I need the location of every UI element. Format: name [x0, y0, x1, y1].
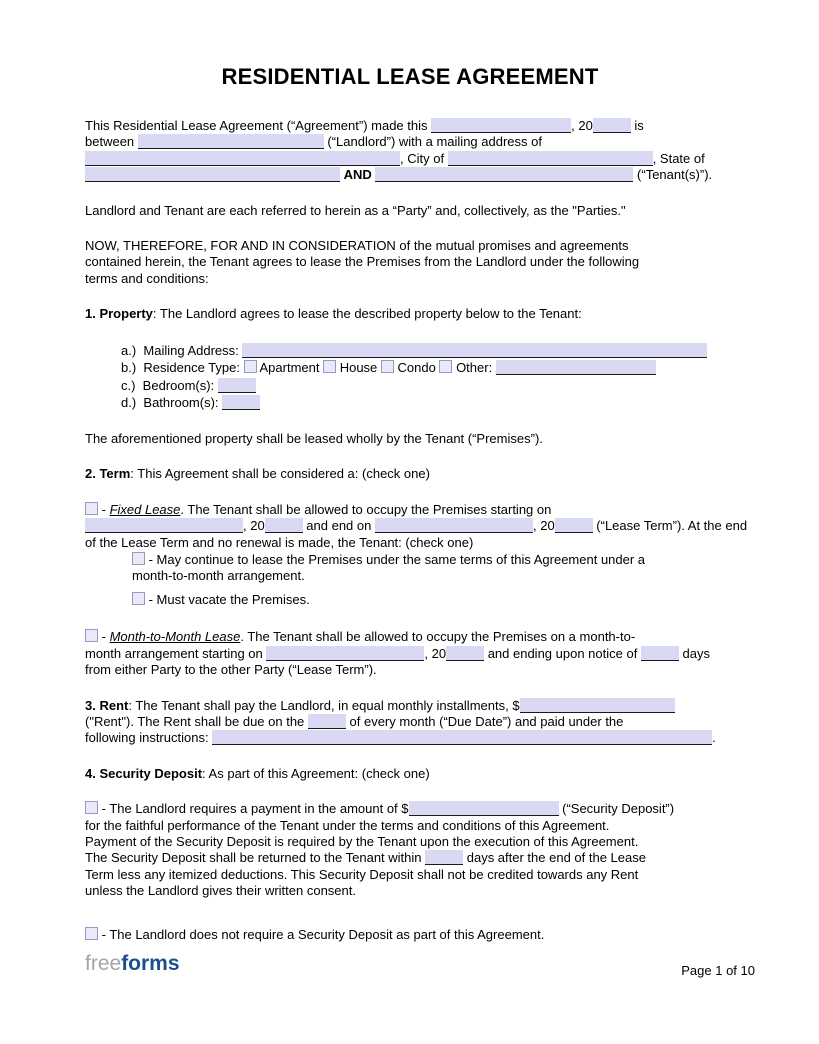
text-run: from either Party to the other Party (“Lease Term”). [85, 662, 377, 678]
text-run: Term less any itemized deductions. This Security Deposit shall not be credited towards any Rent [85, 866, 639, 882]
text-line [85, 518, 748, 534]
agreement-year-field[interactable] [593, 118, 631, 133]
bedrooms-field[interactable] [218, 378, 256, 393]
month-to-month-checkbox[interactable] [85, 629, 98, 642]
text-run: of the Lease Term and no renewal is made, the Tenant: (check one) [85, 534, 474, 550]
landlord-city-field[interactable] [448, 151, 653, 166]
section-heading-security-deposit [85, 766, 735, 782]
document-content [85, 64, 748, 962]
deposit-required-checkbox[interactable] [85, 801, 98, 814]
lease-start-year-field[interactable] [265, 518, 303, 533]
rent-amount-field[interactable] [520, 698, 675, 713]
text-run: . The Tenant shall be allowed to occupy the Premises on a month-to- [240, 629, 636, 645]
freeforms-logo [85, 953, 180, 975]
text-run: 2. Term [85, 466, 131, 482]
fixed-lease-checkbox[interactable] [85, 502, 98, 515]
page-footer [85, 953, 755, 978]
logo-forms-text: forms [121, 952, 180, 975]
deposit-return-days-field[interactable] [425, 850, 463, 865]
text-run: : The Landlord agrees to lease the described property below to the Tenant: [152, 306, 582, 322]
text-run: The Security Deposit shall be returned to the Tenant within [85, 850, 426, 866]
text-line [85, 883, 735, 899]
text-line [85, 834, 735, 850]
text-line [85, 238, 735, 254]
text-run: d.) Bathroom(s): [121, 395, 223, 411]
text-line [85, 151, 735, 167]
text-line [121, 394, 735, 412]
text-line [85, 431, 735, 447]
text-run: and ending upon notice of [484, 645, 641, 661]
text-run: is [630, 118, 644, 133]
paragraph-intro [85, 118, 735, 184]
text-line [121, 377, 735, 395]
text-run: . [712, 730, 716, 746]
lease-end-year-field[interactable] [555, 518, 593, 533]
text-run: Payment of the Security Deposit is required by the Tenant upon the execution of this Agreement. [85, 833, 639, 849]
mtm-notice-days-field[interactable] [641, 646, 679, 661]
text-line [85, 203, 735, 219]
section-heading-term [85, 466, 735, 482]
logo-free-text: free [85, 952, 122, 975]
text-run: , City of [400, 150, 448, 166]
text-run: - The Landlord does not require a Security Deposit as part of this Agreement. [98, 926, 545, 942]
text-run: Other: [452, 360, 496, 376]
landlord-street-address-field[interactable] [85, 151, 400, 166]
text-run: c.) Bedroom(s): [121, 377, 218, 393]
text-line [85, 698, 735, 714]
text-line [132, 552, 735, 568]
text-line [121, 342, 735, 360]
text-run: month-to-month arrangement. [132, 568, 305, 584]
text-line [85, 466, 735, 482]
text-line [85, 818, 735, 834]
text-run: This Residential Lease Agreement (“Agreement”) made this [85, 118, 432, 133]
section-heading-property [85, 306, 735, 322]
text-run: , State of [652, 150, 705, 166]
text-run: - [98, 501, 110, 517]
apartment-checkbox[interactable] [244, 360, 257, 373]
mtm-start-date-field[interactable] [266, 646, 424, 661]
text-line [85, 867, 735, 883]
text-line [132, 592, 735, 608]
tenant-names-field[interactable] [375, 167, 633, 182]
text-run: month arrangement starting on [85, 645, 267, 661]
paragraph-rent [85, 698, 735, 747]
paragraph-fixed-lease [85, 501, 748, 551]
text-run: Condo [393, 360, 440, 376]
paragraph-deposit-required [85, 801, 735, 899]
text-run: terms and conditions: [85, 270, 209, 286]
text-run: for the faithful performance of the Tenant under the terms and conditions of this Agreement. [85, 817, 610, 833]
text-run: days [678, 645, 711, 661]
text-run: Fixed Lease [109, 501, 181, 517]
text-run: between [85, 134, 138, 150]
text-run: days after the end of the Lease [463, 850, 646, 866]
payment-instructions-field[interactable] [212, 730, 712, 745]
text-run: - The Landlord requires a payment in the amount of $ [98, 801, 409, 817]
text-line [85, 714, 735, 730]
text-run: (“Tenant(s)”). [633, 167, 713, 183]
text-line [132, 568, 735, 584]
text-line [85, 850, 735, 866]
text-run: (“Security Deposit”) [558, 801, 675, 817]
paragraph-now-therefore [85, 238, 735, 287]
text-run: of every month (“Due Date”) and paid under the [345, 713, 624, 729]
page-number: Page 1 of 10 [681, 963, 755, 978]
text-run: , 20 [243, 518, 265, 534]
deposit-amount-field[interactable] [409, 801, 559, 816]
text-line [85, 134, 735, 150]
lease-end-date-field[interactable] [375, 518, 533, 533]
text-run: 1. Property [85, 306, 153, 322]
text-run: Month-to-Month Lease [109, 629, 241, 645]
text-line [85, 766, 735, 782]
fixed-lease-option-continue [85, 552, 735, 585]
text-run: (“Lease Term”). At the end [592, 518, 748, 534]
text-run: (“Landlord”) with a mailing address of [323, 134, 542, 150]
text-run: , 20 [571, 118, 593, 133]
text-run: , 20 [532, 518, 555, 534]
no-deposit-checkbox[interactable] [85, 927, 98, 940]
bathrooms-field[interactable] [222, 395, 260, 410]
text-run: The aforementioned property shall be leased wholly by the Tenant (“Premises”). [85, 431, 543, 447]
text-run: unless the Landlord gives their written consent. [85, 883, 356, 899]
text-run: and end on [302, 518, 375, 534]
house-checkbox[interactable] [323, 360, 336, 373]
text-run: , 20 [424, 645, 447, 661]
residence-other-field[interactable] [496, 360, 656, 375]
text-line [121, 359, 735, 377]
landlord-name-field[interactable] [138, 134, 324, 149]
text-run: 4. Security Deposit [85, 765, 203, 781]
fixed-lease-option-vacate [85, 592, 735, 608]
text-run: NOW, THEREFORE, FOR AND IN CONSIDERATION of the mutual promises and agreements [85, 238, 629, 254]
text-line [85, 662, 735, 678]
text-line [85, 271, 735, 287]
text-line [85, 629, 735, 645]
text-run: House [336, 360, 381, 376]
text-run: AND [343, 167, 372, 183]
text-run: 3. Rent [85, 697, 129, 713]
text-run: - Must vacate the Premises. [145, 591, 310, 607]
text-line [85, 167, 735, 183]
text-line [85, 502, 735, 518]
landlord-state-field[interactable] [85, 167, 340, 182]
paragraph-premises [85, 431, 735, 447]
text-run: ("Rent"). The Rent shall be due on the [85, 713, 308, 729]
property-detail-list [85, 342, 735, 412]
agreement-day-field[interactable] [431, 118, 571, 133]
paragraph-deposit-not-required [85, 927, 735, 943]
text-run: Landlord and Tenant are each referred to herein as a “Party” and, collectively, as the "Parties." [85, 202, 626, 218]
page-title: RESIDENTIAL LEASE AGREEMENT [221, 64, 599, 89]
text-run: . The Tenant shall be allowed to occupy the Premises starting on [180, 501, 552, 517]
text-run: : As part of this Agreement: (check one) [202, 765, 430, 781]
text-run: : This Agreement shall be considered a: (check one) [130, 466, 430, 482]
text-line [85, 646, 735, 662]
rent-due-day-field[interactable] [308, 714, 346, 729]
text-run: Apartment [256, 360, 324, 376]
lease-start-date-field[interactable] [85, 518, 243, 533]
text-line [85, 535, 735, 551]
text-line [85, 927, 735, 943]
text-line [85, 801, 735, 817]
continue-month-to-month-checkbox[interactable] [132, 552, 145, 565]
paragraph-month-to-month [85, 629, 735, 678]
text-run: - [98, 629, 110, 645]
other-checkbox[interactable] [439, 360, 452, 373]
condo-checkbox[interactable] [381, 360, 394, 373]
paragraph-parties [85, 203, 735, 219]
text-line [85, 254, 735, 270]
text-run: : The Tenant shall pay the Landlord, in equal monthly installments, $ [128, 697, 520, 713]
text-run: - May continue to lease the Premises under the same terms of this Agreement under a [145, 552, 646, 568]
text-run: contained herein, the Tenant agrees to lease the Premises from the Landlord under the following [85, 254, 640, 270]
must-vacate-checkbox[interactable] [132, 592, 145, 605]
text-line [85, 118, 735, 134]
text-run: b.) Residence Type: [121, 360, 244, 376]
text-line [85, 306, 735, 322]
text-run: following instructions: [85, 730, 213, 746]
mtm-start-year-field[interactable] [446, 646, 484, 661]
property-address-field[interactable] [242, 343, 707, 358]
text-line [85, 730, 735, 746]
text-run: a.) Mailing Address: [121, 342, 243, 358]
